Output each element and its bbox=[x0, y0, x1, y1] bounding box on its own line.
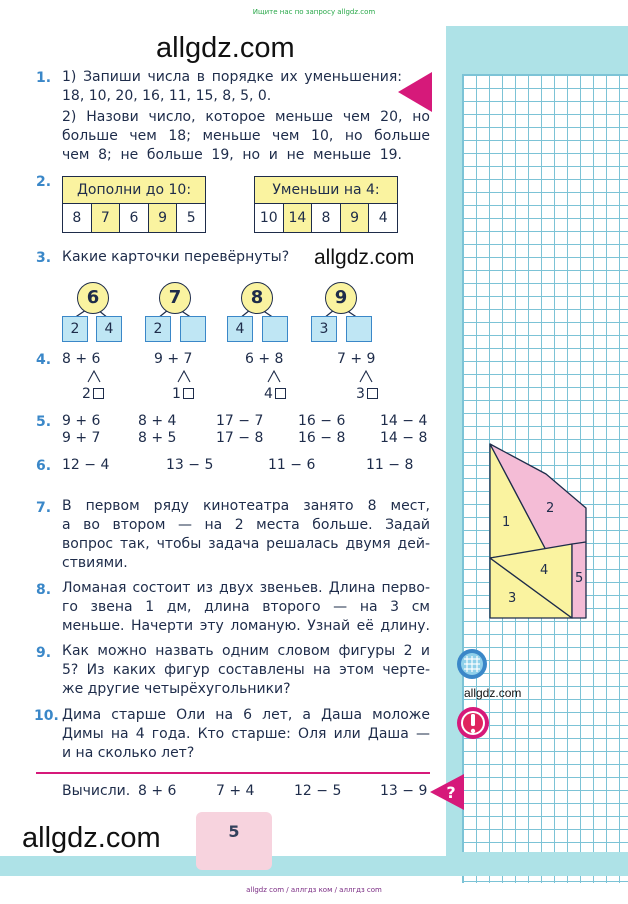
figure-label: 1 bbox=[502, 515, 511, 530]
task-8-line-3: меньше. Начерти эту ломаную. Узнай её длину. bbox=[62, 618, 430, 634]
task-10-number: 10. bbox=[34, 708, 59, 724]
task-5-number: 5. bbox=[36, 414, 52, 430]
hint-number: 3 bbox=[356, 386, 365, 402]
task-3-question: Какие карточки перевёрнуты? bbox=[62, 249, 290, 265]
table-cell: 8 bbox=[63, 204, 92, 232]
compute-expr: 8 + 6 bbox=[138, 783, 177, 799]
task-5-expr: 14 − 4 bbox=[380, 413, 428, 429]
task-5-expr: 16 − 6 bbox=[298, 413, 346, 429]
compute-expr: 12 − 5 bbox=[294, 783, 342, 799]
watermark-middle: allgdz.com bbox=[314, 246, 415, 269]
compute-expr: 7 + 4 bbox=[216, 783, 255, 799]
table-cell: 4 bbox=[378, 210, 388, 226]
task-9-number: 9. bbox=[36, 645, 52, 661]
task-4-expr: 7 + 9 bbox=[337, 351, 376, 367]
empty-square-icon bbox=[275, 388, 286, 399]
task-2-number: 2. bbox=[36, 174, 52, 190]
task-7-number: 7. bbox=[36, 500, 52, 516]
task-8-line-1: Ломаная состоит из двух звеньев. Длина перво- bbox=[62, 580, 430, 596]
task-5-expr: 9 + 7 bbox=[62, 430, 101, 446]
question-marker-icon bbox=[430, 774, 464, 810]
compute-expr: 13 − 9 bbox=[380, 783, 428, 799]
task-4-hint bbox=[264, 385, 286, 404]
page-number: 5 bbox=[196, 812, 272, 870]
figure-label: 3 bbox=[508, 591, 517, 606]
number-circle: 8 bbox=[241, 282, 273, 314]
table-cell: 6 bbox=[120, 204, 149, 232]
task-1-line-4: больше чем 18; меньше чем 10, но больше bbox=[62, 128, 430, 144]
task-5-expr: 16 − 8 bbox=[298, 430, 346, 446]
footer-links[interactable]: allgdz com / аллгдз ком / аллгдз com bbox=[246, 886, 382, 894]
number-card: 4 bbox=[96, 316, 122, 342]
table-cell: 5 bbox=[186, 210, 196, 226]
reduce-title: Уменьши на 4: bbox=[254, 176, 398, 204]
task-6-expr: 11 − 8 bbox=[366, 457, 414, 473]
task-7-line-3: вопрос так, чтобы задача решалась двумя дей- bbox=[62, 536, 430, 552]
section-divider bbox=[36, 772, 430, 774]
arrow-marker-icon bbox=[398, 72, 432, 112]
task-1-line-3: 2) Назови число, которое меньше чем 20, но bbox=[62, 109, 430, 125]
task-8-line-2: го звена 1 дм, длина второго — на 3 см bbox=[62, 599, 430, 615]
number-circle: 9 bbox=[325, 282, 357, 314]
top-link[interactable]: Ищите нас по запросу allgdz.com bbox=[252, 8, 376, 16]
watermark-bottom: allgdz.com bbox=[22, 822, 161, 854]
figure-label: 4 bbox=[540, 563, 549, 578]
grid-icon bbox=[456, 648, 488, 680]
task-5-expr: 14 − 8 bbox=[380, 430, 428, 446]
empty-square-icon bbox=[367, 388, 378, 399]
empty-square-icon bbox=[183, 388, 194, 399]
complement-to-10-table bbox=[62, 176, 206, 233]
exclamation-icon bbox=[456, 706, 490, 740]
svg-text:?: ? bbox=[446, 783, 456, 802]
task-1-number: 1. bbox=[36, 70, 52, 86]
task-4-hint bbox=[356, 385, 378, 404]
task-4-number: 4. bbox=[36, 352, 52, 368]
task-1-line-2: 18, 10, 20, 16, 11, 15, 8, 5, 0. bbox=[62, 88, 272, 104]
table-cell: 14 bbox=[284, 204, 313, 232]
task-4-expr: 9 + 7 bbox=[154, 351, 193, 367]
task-8-number: 8. bbox=[36, 582, 52, 598]
watermark-side: allgdz.com bbox=[464, 686, 522, 700]
task-10-line-1: Дима старше Оли на 6 лет, а Даша моложе bbox=[62, 707, 430, 723]
flipped-card bbox=[346, 316, 372, 342]
task-5-expr: 9 + 6 bbox=[62, 413, 101, 429]
flipped-card bbox=[180, 316, 206, 342]
figure-label: 2 bbox=[546, 501, 555, 516]
task-6-number: 6. bbox=[36, 458, 52, 474]
task-3-number: 3. bbox=[36, 250, 52, 266]
number-card: 3 bbox=[311, 316, 337, 342]
number-card: 4 bbox=[227, 316, 253, 342]
hint-number: 2 bbox=[82, 386, 91, 402]
task-6-expr: 12 − 4 bbox=[62, 457, 110, 473]
flipped-card bbox=[262, 316, 288, 342]
task-10-line-2: Димы на 4 года. Кто старше: Оля или Даша — bbox=[62, 726, 430, 742]
hint-number: 4 bbox=[264, 386, 273, 402]
complement-title: Дополни до 10: bbox=[62, 176, 206, 204]
task-1-line-1: 1) Запиши числа в порядке их уменьшения: bbox=[62, 69, 402, 85]
number-card: 2 bbox=[145, 316, 171, 342]
number-circle: 6 bbox=[77, 282, 109, 314]
table-cell: 9 bbox=[341, 204, 370, 232]
watermark-top: allgdz.com bbox=[156, 32, 295, 64]
task-4-hint bbox=[172, 385, 194, 404]
task-9-line-2: 5? Из каких фигур составлены на этом черте- bbox=[62, 662, 430, 678]
task-1-line-5: чем 8; не больше 19, но и не меньше 19. bbox=[62, 147, 402, 163]
task-5-expr: 17 − 8 bbox=[216, 430, 264, 446]
task-7-line-4: ствиями. bbox=[62, 555, 128, 571]
task-5-expr: 8 + 4 bbox=[138, 413, 177, 429]
task-9-line-1: Как можно назвать одним словом фигуры 2 и bbox=[62, 643, 430, 659]
geometric-figure bbox=[486, 440, 590, 622]
number-card: 2 bbox=[62, 316, 88, 342]
compute-label: Вычисли. bbox=[62, 783, 131, 799]
hint-number: 1 bbox=[172, 386, 181, 402]
task-10-line-3: и на сколько лет? bbox=[62, 745, 195, 761]
table-cell: 10 bbox=[255, 204, 284, 232]
task-6-expr: 11 − 6 bbox=[268, 457, 316, 473]
task-4-hint bbox=[82, 385, 104, 404]
task-6-expr: 13 − 5 bbox=[166, 457, 214, 473]
reduce-by-4-table bbox=[254, 176, 398, 233]
table-cell: 7 bbox=[92, 204, 121, 232]
decomposition-branches bbox=[60, 368, 400, 384]
task-9-line-3: же другие четырёхугольники? bbox=[62, 681, 291, 697]
table-cell: 8 bbox=[312, 204, 341, 232]
table-cell: 9 bbox=[149, 204, 178, 232]
task-5-expr: 8 + 5 bbox=[138, 430, 177, 446]
task-7-line-1: В первом ряду кинотеатра занято 8 мест, bbox=[62, 498, 430, 514]
task-4-expr: 6 + 8 bbox=[245, 351, 284, 367]
task-4-expr: 8 + 6 bbox=[62, 351, 101, 367]
number-circle: 7 bbox=[159, 282, 191, 314]
task-5-expr: 17 − 7 bbox=[216, 413, 264, 429]
figure-label: 5 bbox=[575, 571, 584, 586]
empty-square-icon bbox=[93, 388, 104, 399]
task-7-line-2: а во втором — на 2 места больше. Задай bbox=[62, 517, 430, 533]
